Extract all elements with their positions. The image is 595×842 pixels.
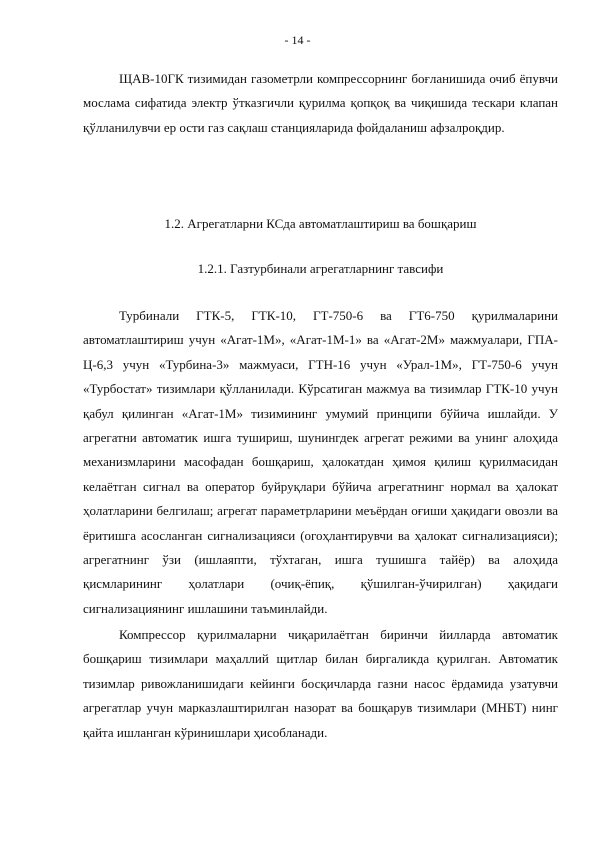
paragraph-intro [83, 67, 558, 140]
page-number: - 14 - [284, 33, 311, 47]
subsection-heading: 1.2.1. Газтурбинали агрегатларнинг тавсифи [197, 261, 444, 276]
section-heading: 1.2. Агрегатларни КСда автоматлаштириш ва бошқариш [164, 216, 477, 231]
paragraph-text: ЩАВ-10ГК тизимидан газометрли компрессорнинг боғланишида очиб ёпувчи мослама сифатида электр ўтказгичли қурилма қопқоқ ва чиқишида тескари клапан қўлланилувчи ер ости газ сақлаш станцияларида фойдаланиш афзалроқдир. [83, 71, 558, 135]
paragraph-compressor-control [83, 623, 558, 745]
paragraph-text: Турбинали ГТК-5, ГТК-10, ГТ-750-6 ва ГТ6-750 қурилмаларини автоматлаштириш учун «Агат-1М», «Агат-1М-1» ва «Агат-2М» мажмуалари, ГПА-Ц-6,3 учун «Турбина-3» мажмуаси, ГТН-16 учун «Урал-1М», ГТ-750-6 учун «Турбостат» тизимлари қўлланилади. Кўрсатиган мажмуа ва тизимлар ГТК-10 учун қабул қилинган «Агат-1М» тизимининг умумий принципи бўйича ишлайди. У агрегатни автоматик ишга тушириш, шунингдек агрегат режими ва унинг алоҳида механизмларини масофадан бошқариш, ҳалокатдан ҳимоя қилиш қурилмасидан келаётган сигнал ва оператор буйруқлари бўйича агрегатнинг нормал ва ҳалокат ҳолатларини белгилаш; агрегат параметрларини меъёрдан оғиши ҳақидаги овозли ва ёритишга асосланган сигнализацияси (огоҳлантирувчи ва ҳалокат сигнализацияси); агрегатнинг ўзи (ишлаяпти, тўхтаган, ишга тушишга тайёр) ва алоҳида қисмларининг ҳолатлари (очиқ-ёпиқ, қўшилган-ўчирилган) ҳақидаги сигнализациянинг ишлашини таъминлайди. [83, 308, 558, 616]
paragraph-text: Компрессор қурилмаларни чиқарилаётган биринчи йилларда автоматик бошқариш тизимлари маҳаллий щитлар билан биргаликда қурилган. Автоматик тизимлар ривожланишидаги кейинги босқичларда газни насос ёрдамида узатувчи агрегатлар учун марказлаштирилган назорат ва бошқарув тизимлари (МНБТ) нинг қайта ишланган кўринишлари ҳисобланади. [83, 627, 558, 740]
paragraph-turbine-systems [83, 304, 558, 621]
